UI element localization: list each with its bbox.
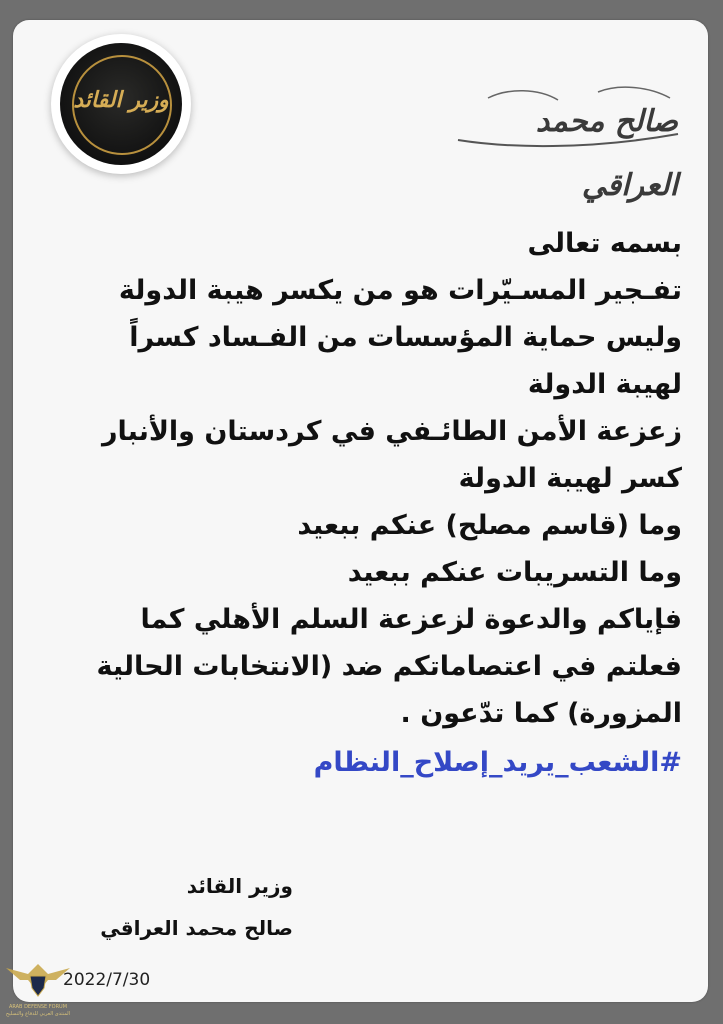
seal-emblem	[60, 43, 182, 165]
body-line: وليس حماية المؤسسات من الفـساد كسراً	[129, 322, 682, 353]
body-line: المزورة) كما تدّعون .	[400, 698, 682, 729]
body-line: كسر لهيبة الدولة	[458, 463, 682, 494]
seal-text: وزير القائد	[73, 87, 169, 113]
statement-card	[13, 20, 708, 1002]
signoff-name: صالح محمد العراقي	[100, 916, 293, 940]
forum-watermark	[2, 958, 74, 1022]
eagle-shield-icon	[2, 958, 74, 1004]
body-line: لهيبة الدولة	[527, 369, 682, 400]
signoff-block	[53, 865, 293, 949]
date-stamp: 2022/7/30	[63, 970, 151, 990]
calligraphy-signature: صالح محمد العراقي	[535, 104, 678, 203]
watermark-text-en: ARAB DEFENSE FORUM	[8, 1004, 68, 1010]
body-line: تفـجير المسـيّرات هو من يكسر هيبة الدولة	[118, 275, 682, 306]
watermark-text-ar: المنتدى العربي للدفاع والتسليح	[5, 1011, 71, 1017]
seal-logo	[51, 34, 191, 174]
signoff-title: وزير القائد	[186, 874, 293, 898]
body-line: بسمه تعالى	[527, 228, 682, 259]
body-line: وما (قاسم مصلح) عنكم ببعيد	[297, 510, 682, 541]
statement-body	[39, 220, 682, 789]
watermark-text	[2, 1004, 74, 1018]
body-line: فعلتم في اعتصاماتكم ضد (الانتخابات الحالية	[96, 651, 682, 682]
body-line: وما التسريبات عنكم ببعيد	[347, 557, 682, 588]
body-line: زعزعة الأمن الطائـفي في كردستان والأنبار	[101, 416, 682, 447]
hashtag-link[interactable]: #الشعب_يريد_إصلاح_النظام	[313, 747, 682, 778]
body-line: فإياكم والدعوة لزعزعة السلم الأهلي كما	[140, 604, 682, 635]
